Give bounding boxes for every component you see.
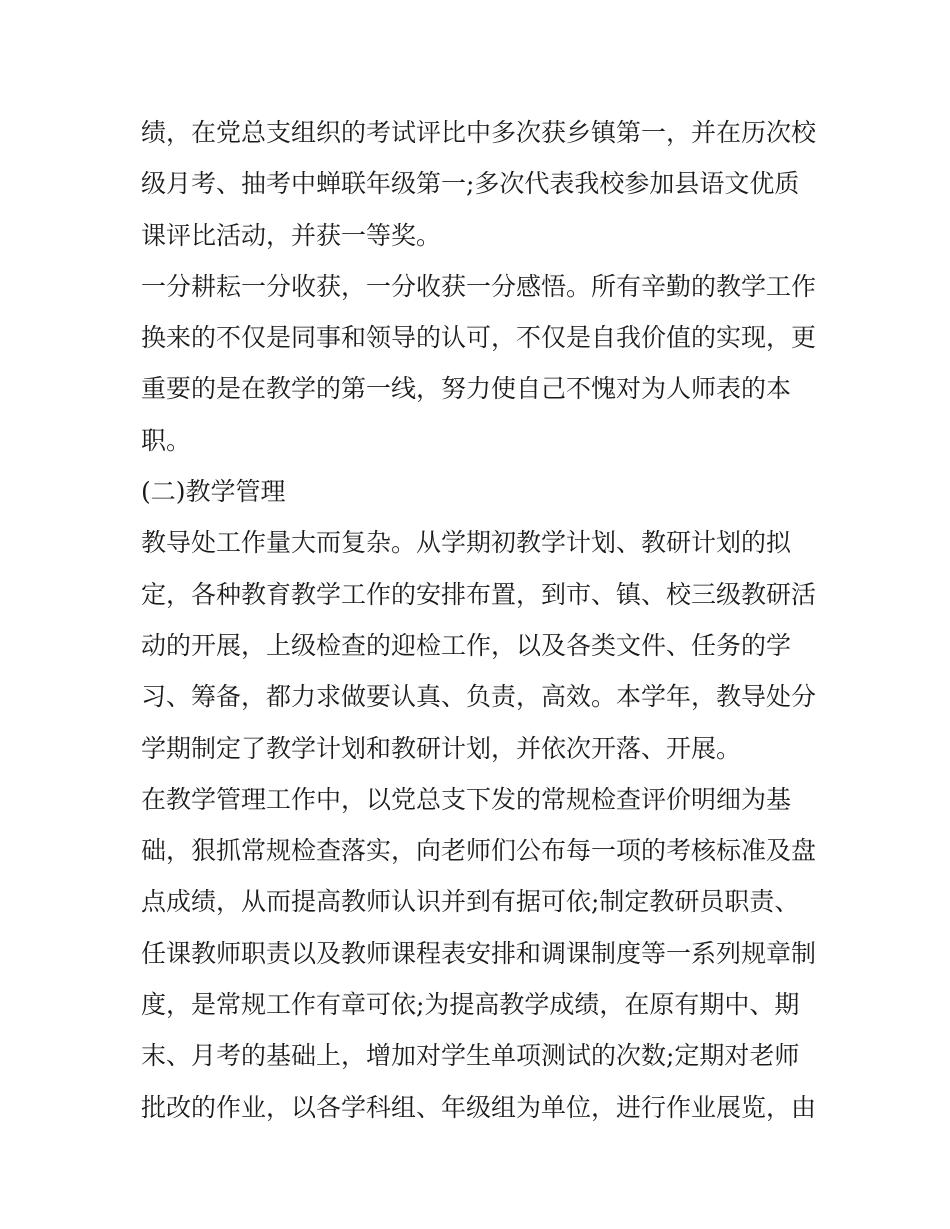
document-body [141, 107, 821, 1133]
text-line: 换来的不仅是同事和领导的认可，不仅是自我价值的实现，更 [141, 323, 817, 353]
text-line: 定，各种教育教学工作的安排布置，到市、镇、校三级教研活 [141, 579, 817, 609]
text-line: 职。 [141, 425, 192, 455]
text-line: 一分耕耘一分收获，一分收获一分感悟。所有辛勤的教学工作 [141, 271, 817, 301]
text-line: 教导处工作量大而复杂。从学期初教学计划、教研计划的拟 [141, 528, 792, 558]
text-line: 点成绩，从而提高教师认识并到有据可依;制定教研员职责、 [141, 887, 800, 917]
text-line: 任课教师职责以及教师课程表安排和调课制度等一系列规章制 [141, 938, 817, 968]
text-line: 在教学管理工作中，以党总支下发的常规检查评价明细为基 [141, 784, 792, 814]
text-line: 末、月考的基础上，增加对学生单项测试的次数;定期对老师 [141, 1041, 800, 1071]
text-line: 学期制定了教学计划和教研计划，并依次开落、开展。 [141, 733, 742, 763]
text-line: 重要的是在教学的第一线，努力使自己不愧对为人师表的本 [141, 374, 792, 404]
text-line: 绩，在党总支组织的考试评比中多次获乡镇第一，并在历次校 [141, 118, 817, 147]
section-heading: (二)教学管理 [141, 477, 286, 507]
text-line: 级月考、抽考中蝉联年级第一;多次代表我校参加县语文优质 [141, 169, 800, 199]
text-line: 批改的作业，以各学科组、年级组为单位，进行作业展览，由 [141, 1092, 817, 1122]
text-line: 动的开展，上级检查的迎检工作，以及各类文件、任务的学 [141, 630, 792, 660]
text-line: 础，狠抓常规检查落实，向老师们公布每一项的考核标准及盘 [141, 836, 817, 866]
text-line: 度，是常规工作有章可依;为提高教学成绩，在原有期中、期 [141, 990, 800, 1020]
text-line: 习、筹备，都力求做要认真、负责，高效。本学年，教导处分 [141, 682, 817, 712]
text-line: 课评比活动，并获一等奖。 [141, 220, 442, 250]
